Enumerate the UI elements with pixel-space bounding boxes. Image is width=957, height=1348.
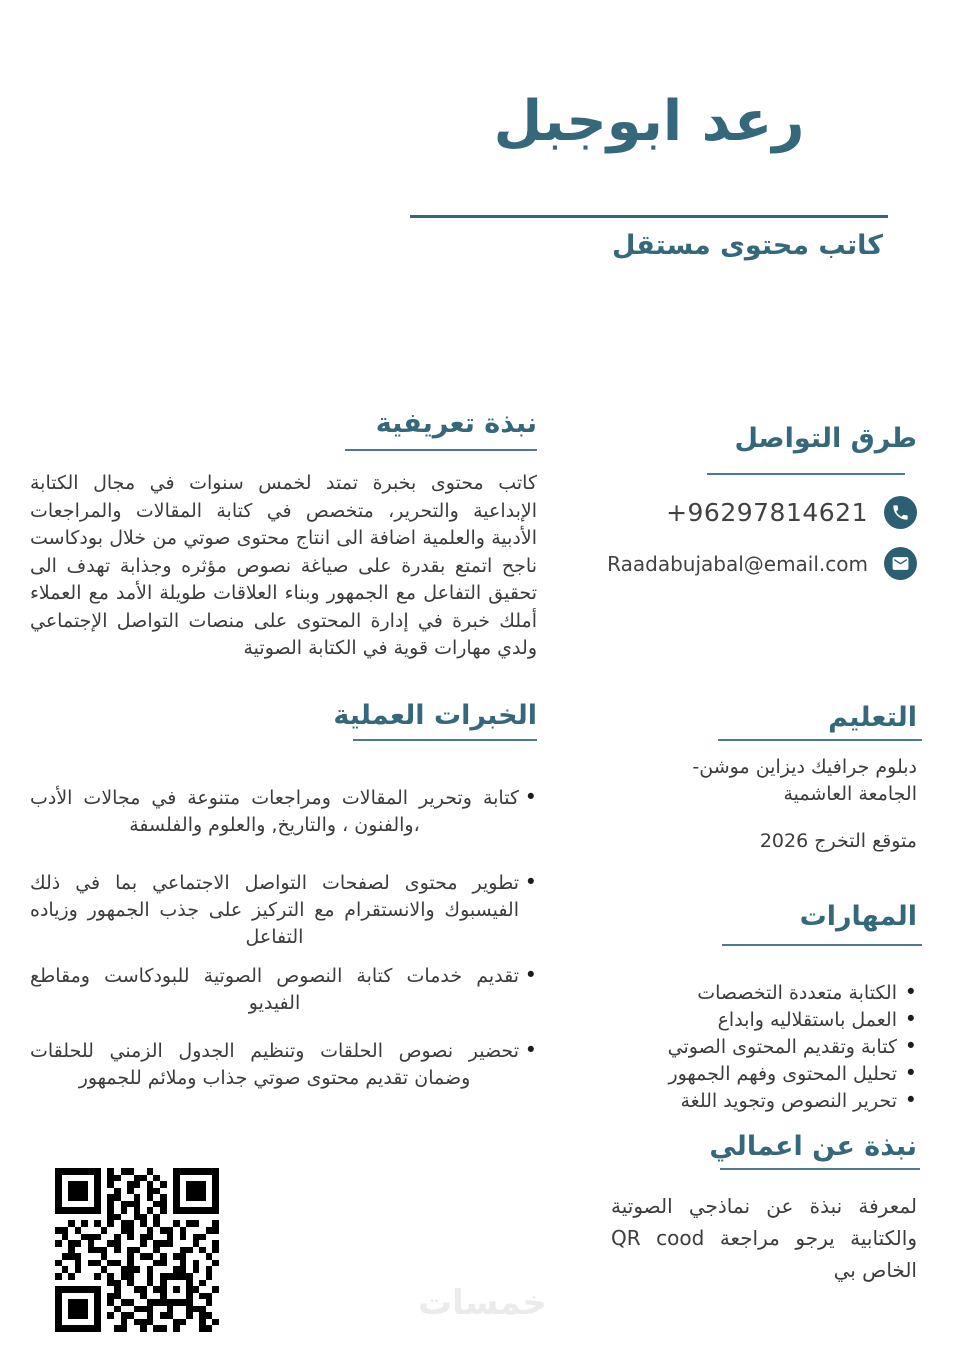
experience-item: • تطوير محتوى لصفحات التواصل الاجتماعي بما في ذلك الفيسبوك والانستقرام مع التركيز على جذب الجمهور وزياده التفاعل bbox=[30, 870, 537, 951]
skill-item: • العمل باستقلاليه وابداع bbox=[617, 1007, 917, 1034]
experience-item: • تحضير نصوص الحلقات وتنظيم الجدول الزمني للحلقات وضمان تقديم محتوى صوتي جذاب وملائم للجمهور bbox=[30, 1038, 537, 1092]
job-title: كاتب محتوى مستقل bbox=[612, 230, 883, 261]
phone-icon bbox=[884, 496, 917, 529]
portfolio-paragraph: لمعرفة نبذة عن نماذجي الصوتية والكتابية يرجو مراجعة QR cood الخاص بي bbox=[611, 1194, 917, 1282]
phone-row bbox=[666, 496, 917, 529]
skill-item: • كتابة وتقديم المحتوى الصوتي bbox=[617, 1034, 917, 1061]
skills-underline bbox=[722, 944, 922, 946]
skill-item: • تحرير النصوص وتجويد اللغة bbox=[617, 1088, 917, 1115]
about-underline bbox=[345, 449, 537, 451]
email-address: Raadabujabal@email.com bbox=[607, 551, 868, 576]
education-graduation: متوقع التخرج 2026 bbox=[759, 830, 917, 852]
about-paragraph: كاتب محتوى بخبرة تمتد لخمس سنوات في مجال الكتابة الإبداعية والتحرير، متخصص في كتابة المقالات والمراجعات الأدبية والعلمية اضافة الى انتاج محتوى صوتي من خلال بودكاست ناجح اتمتع بقدرة على صياغة نصوص مؤثره وجذابة تهدف الى تحقيق التفاعل مع الجمهور وبناء العلاقات طويلة الأمد مع العملاء أملك خبرة في إدارة المحتوى على منصات التواصل الإجتماعي ولدي مهارات قوية في الكتابة الصوتية bbox=[30, 472, 537, 659]
experience-heading: الخبرات العملية bbox=[333, 700, 537, 731]
about-heading: نبذة تعريفية bbox=[375, 408, 537, 439]
person-name: رعد ابوجبل bbox=[493, 89, 805, 154]
education-heading: التعليم bbox=[828, 702, 917, 733]
experience-underline bbox=[353, 739, 537, 741]
contact-heading: طرق التواصل bbox=[734, 423, 917, 454]
contact-underline bbox=[707, 473, 905, 475]
header-divider bbox=[410, 215, 888, 218]
envelope-icon bbox=[884, 547, 917, 580]
portfolio-heading: نبذة عن اعمالي bbox=[709, 1131, 917, 1162]
header bbox=[410, 88, 888, 155]
education-degree: دبلوم جرافيك ديزاين موشن- الجامعة العاشمية bbox=[692, 756, 917, 805]
portfolio-underline bbox=[720, 1168, 920, 1170]
experience-item: • تقديم خدمات كتابة النصوص الصوتية للبودكاست ومقاطع الفيديو bbox=[30, 963, 537, 1017]
email-row bbox=[607, 547, 917, 580]
skills-heading: المهارات bbox=[799, 901, 917, 932]
education-underline bbox=[718, 739, 922, 741]
khamsat-watermark: خمسات bbox=[418, 1283, 547, 1323]
phone-number: +96297814621 bbox=[666, 498, 868, 527]
experience-item: • كتابة وتحرير المقالات ومراجعات متنوعة في مجالات الأدب ،والفنون ، والتاريخ, والعلوم والفلسفة bbox=[30, 785, 537, 839]
skill-item: • تحليل المحتوى وفهم الجمهور bbox=[617, 1061, 917, 1088]
qr-code bbox=[55, 1168, 219, 1332]
skill-item: • الكتابة متعددة التخصصات bbox=[617, 980, 917, 1007]
skills-list bbox=[617, 980, 917, 1115]
